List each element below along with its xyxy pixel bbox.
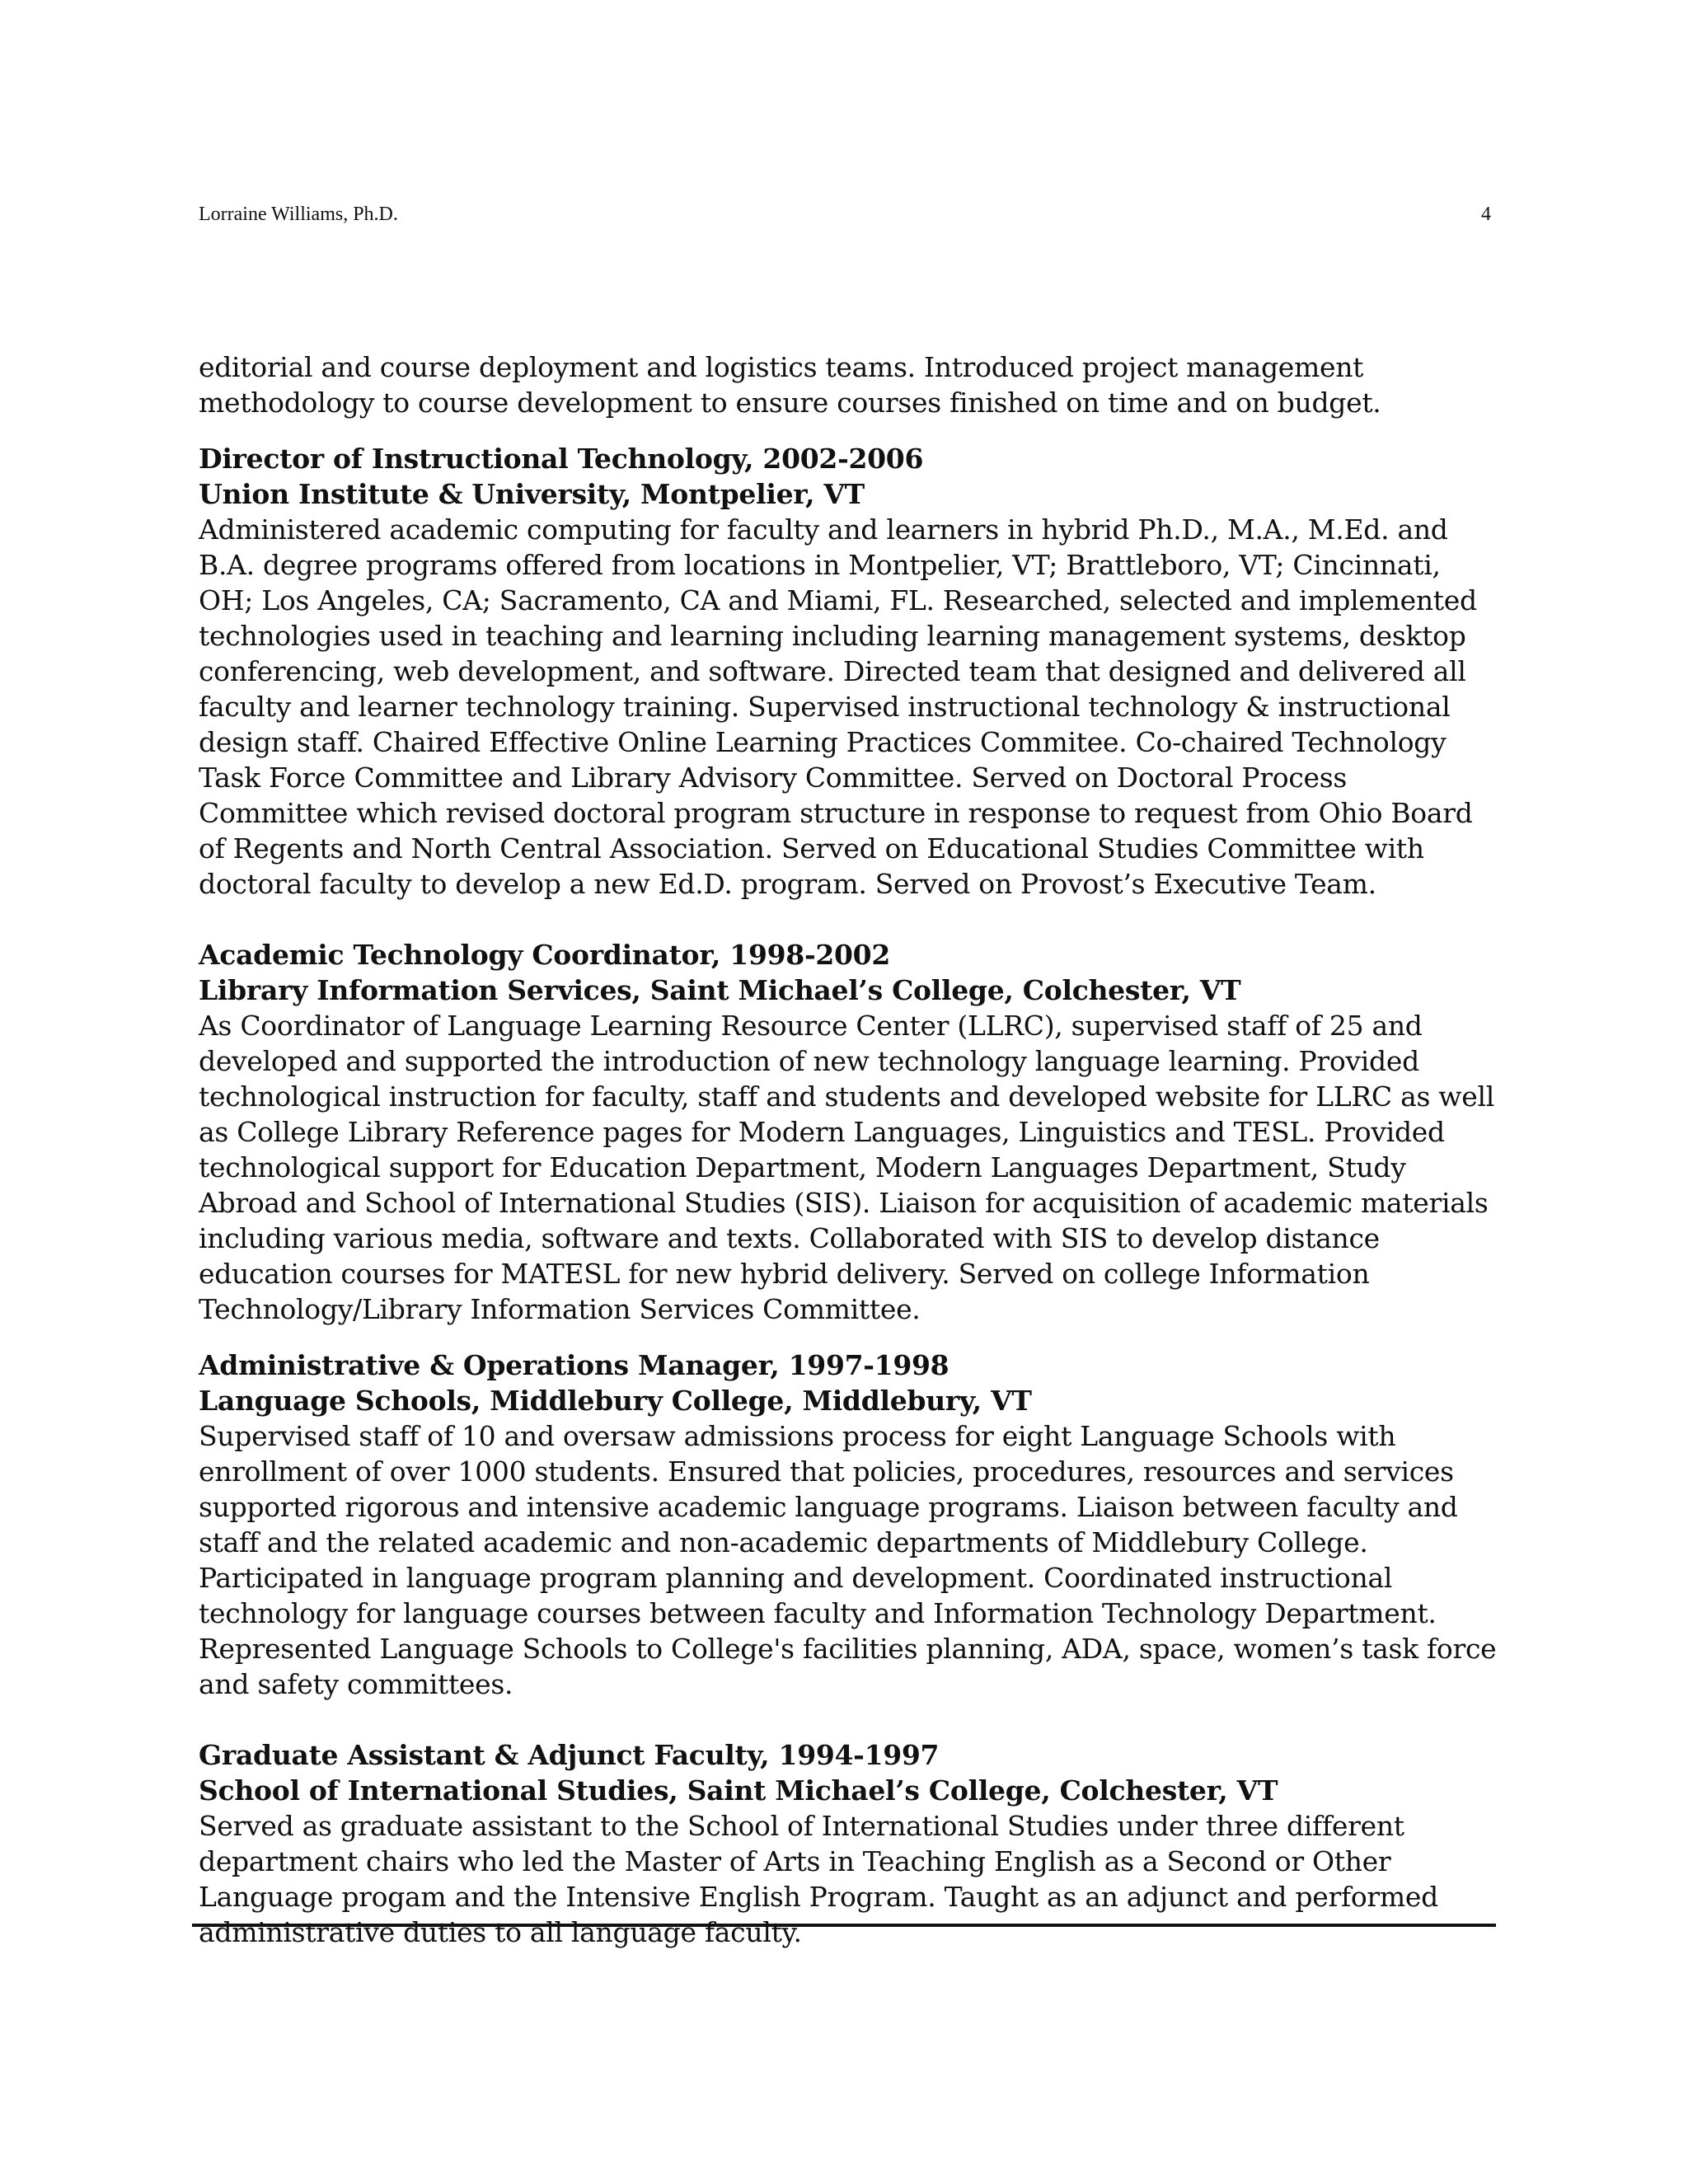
spacer xyxy=(199,902,1497,937)
job-title: Graduate Assistant & Adjunct Faculty, 1994-1997 xyxy=(199,1739,940,1771)
job-organization: Library Information Services, Saint Michael’s College, Colchester, VT xyxy=(199,974,1241,1006)
resume-body xyxy=(199,349,1497,1950)
job-entry-graduate-assistant xyxy=(199,1737,1497,1950)
job-entry-director-instructional-technology xyxy=(199,441,1497,902)
spacer xyxy=(199,1702,1497,1737)
page-number: 4 xyxy=(1481,204,1491,225)
job-description: Supervised staff of 10 and oversaw admissions process for eight Language Schools with enrollment of over 1000 students. Ensured that policies, procedures, resources and services supported rigorous and intensive academic language programs. Liaison between faculty and staff and the related academic and non-academic departments of Middlebury College. Participated in language program planning and development. Coordinated instructional technology for language courses between faculty and Information Technology Department. Represented Language Schools to College's facilities planning, ADA, space, women’s task force and safety committees. xyxy=(199,1420,1497,1700)
bottom-divider xyxy=(192,1924,1496,1927)
job-title: Director of Instructional Technology, 2002-2006 xyxy=(199,443,924,475)
job-entry-academic-technology-coordinator xyxy=(199,937,1497,1327)
job-title: Academic Technology Coordinator, 1998-2002 xyxy=(199,939,890,971)
job-organization: Union Institute & University, Montpelier, VT xyxy=(199,478,865,510)
job-description: Served as graduate assistant to the School of International Studies under three different department chairs who led the Master of Arts in Teaching English as a Second or Other Language progam and the Intensive English Program. Taught as an adjunct and performed administrative duties to all language faculty. xyxy=(199,1810,1438,1948)
job-description: As Coordinator of Language Learning Resource Center (LLRC), supervised staff of 25 and developed and supported the introduction of new technology language learning. Provided technological instruction for faculty, staff and students and developed website for LLRC as well as College Library Reference pages for Modern Languages, Linguistics and TESL. Provided technological support for Education Department, Modern Languages Department, Study Abroad and School of International Studies (SIS). Liaison for acquisition of academic materials including various media, software and texts. Collaborated with SIS to develop distance education courses for MATESL for new hybrid delivery. Served on college Information Technology/Library Information Services Committee. xyxy=(199,1010,1494,1325)
job-entry-administrative-operations-manager xyxy=(199,1347,1497,1702)
spacer xyxy=(199,1327,1497,1347)
job-organization: Language Schools, Middlebury College, Middlebury, VT xyxy=(199,1385,1032,1417)
intro-paragraph: editorial and course deployment and logistics teams. Introduced project management methodology to course development to ensure courses finished on time and on budget. xyxy=(199,351,1381,419)
job-description: Administered academic computing for faculty and learners in hybrid Ph.D., M.A., M.Ed. and B.A. degree programs offered from locations in Montpelier, VT; Brattleboro, VT; Cincinnati, OH; Los Angeles, CA; Sacramento, CA and Miami, FL. Researched, selected and implemented technologies used in teaching and learning including learning management systems, desktop conferencing, web development, and software. Directed team that designed and delivered all faculty and learner technology training. Supervised instructional technology & instructional design staff. Chaired Effective Online Learning Practices Commitee. Co-chaired Technology Task Force Committee and Library Advisory Committee. Served on Doctoral Process Committee which revised doctoral program structure in response to request from Ohio Board of Regents and North Central Association. Served on Educational Studies Committee with doctoral faculty to develop a new Ed.D. program. Served on Provost’s Executive Team. xyxy=(199,513,1477,900)
page-header xyxy=(199,202,1491,227)
job-organization: School of International Studies, Saint Michael’s College, Colchester, VT xyxy=(199,1774,1278,1807)
header-author-name: Lorraine Williams, Ph.D. xyxy=(199,204,398,225)
spacer xyxy=(199,420,1497,441)
job-title: Administrative & Operations Manager, 1997-1998 xyxy=(199,1349,950,1381)
